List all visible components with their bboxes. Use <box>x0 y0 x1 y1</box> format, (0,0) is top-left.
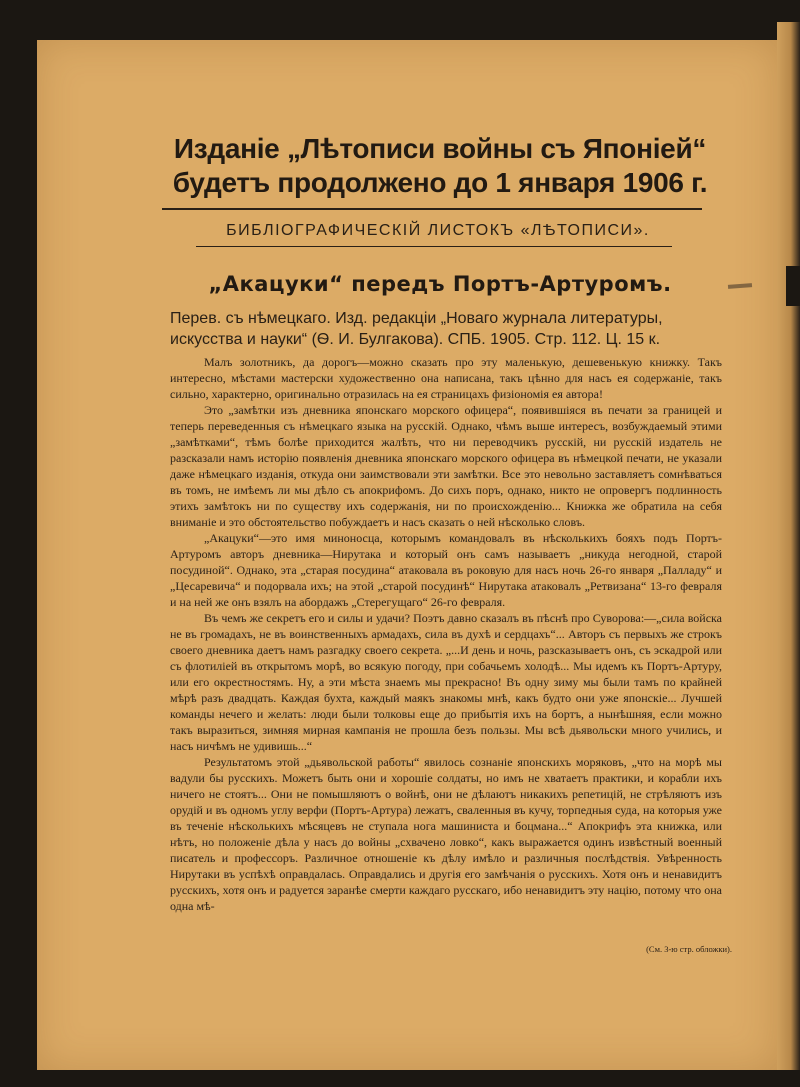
book-meta-line-2: искусства и науки“ (Ѳ. И. Булгакова). СПБ. 1905. Стр. 112. Ц. 15 к. <box>170 331 661 348</box>
page-headline <box>160 132 720 200</box>
section-title: БИБЛІОГРАФИЧЕСКІЙ ЛИСТОКЪ «ЛѢТОПИСИ». <box>226 222 650 239</box>
headline-line-2: будетъ продолжено до 1 января 1906 г. <box>172 167 708 198</box>
paragraph: Это „замѣтки изъ дневника японскаго морского офицера“, появившіяся въ печати за границей и теперь переведенныя съ нѣмецкаго языка на русскій. Однако, чѣмъ выше интересъ, возбуждаемый этими „замѣтками“, тѣмъ болѣе приходится жалѣть, что ни переводчикъ русскій, ни русскій издатель не разсказали намъ исторію появленія дневника японскаго морского офицера въ нѣмецкой печати, не указали даже нѣмецкаго изданія, откуда они заимствовали эти замѣтки. Все это невольно заставляетъ сомнѣваться въ томъ, не имѣемъ ли мы дѣло съ апокрифомъ. До сихъ поръ, однако, никто не опровергъ подлинность этихъ замѣтокъ ни по существу ихъ содержанія, ни по происхожденію... Книжка же обратила на себя вниманіе и это обстоятельство побуждаетъ и насъ сказать о ней нѣсколько словъ. <box>170 403 722 529</box>
headline-line-1: Изданіе „Лѣтописи войны съ Японіей“ <box>173 133 707 164</box>
headline-rule <box>162 208 702 210</box>
paragraph: „Акацуки“—это имя миноносца, которымъ командовалъ въ нѣсколькихъ бояхъ подъ Портъ-Артуромъ авторъ дневника—Нирутака и который онъ самъ называетъ „никуда негодной, старой посудиной“. Однако, эта „старая посудина“ атаковала въ роковую для насъ ночь 26-го января „Палладу“ и „Цесаревича“ и подорвала ихъ; на этой „старой посудинѣ“ Нирутака атаковалъ „Ретвизана“ 13-го февраля и на ней же онъ взялъ на абордажъ „Стерегущаго“ 26-го февраля. <box>170 531 722 609</box>
page-edge <box>777 22 800 1087</box>
scan-border-bottom <box>0 1070 800 1087</box>
scan-border-top <box>0 0 800 40</box>
section-rule <box>196 246 672 247</box>
book-meta-line-1: Перев. съ нѣмецкаго. Изд. редакціи „Новаго журнала литературы, <box>170 310 663 327</box>
book-meta <box>170 308 730 350</box>
book-title: „Акацуки“ передъ Портъ-Артуромъ. <box>208 272 672 296</box>
continuation-note: (См. 3-ю стр. обложки). <box>646 944 732 954</box>
paragraph: Въ чемъ же секретъ его и силы и удачи? Поэтъ давно сказалъ въ пѣснѣ про Суворова:—„сила войска не въ громадахъ, не въ воинственныхъ армадахъ, сила въ духѣ и сердцахъ“... Авторъ съ первыхъ же строкъ своего дневника даетъ намъ разгадку своего секрета. „...И день и ночь, разсказываетъ онъ, съ эскадрой или съ флотиліей въ открытомъ морѣ, во всякую погоду, при собачьемъ холодѣ... Мы идемъ къ Портъ-Артуру, или его окрестностямъ. Ну, а эти мѣста знаемъ мы прекрасно! Въ одну зиму мы были тамъ по крайней мѣрѣ разъ двадцать. Каждая бухта, каждый маякъ знакомы мнѣ, какъ будто они уже японскіе... Лучшей команды нечего и желать: люди были толковы еще до прибытія ихъ на бортъ, а нынѣшняя, если можно такъ выразиться, зимняя мирная кампанія не прошла безъ пользы. Мы всѣ дьявольски много учились, и насъ ничѣмъ не удивишь...“ <box>170 611 722 753</box>
review-body <box>170 354 722 914</box>
scan-border-notch <box>786 266 800 306</box>
paragraph: Малъ золотникъ, да дорогъ—можно сказать про эту маленькую, дешевенькую книжку. Такъ интересно, мѣстами мастерски художественно она написана, такъ цѣнно для насъ ея содержаніе, такъ сильно, характерно, оригинально отразилась на ея страницахъ физіономія ея автора! <box>170 355 722 401</box>
paragraph: Результатомъ этой „дьявольской работы“ явилось сознаніе японскихъ моряковъ, „что на морѣ мы вадули бы русскихъ. Можетъ быть они и хорошіе солдаты, но имъ не хватаетъ практики, и корабли ихъ ничего не стоятъ... Они не помышляютъ о войнѣ, они не дѣлаютъ никакихъ репетицій, не стрѣляютъ изъ орудій и въ одномъ углу верфи (Портъ-Артура) лежатъ, сваленныя въ кучу, торпедныя суда, на которыя уже въ теченіе нѣсколькихъ мѣсяцевъ не ступала нога машиниста и боцмана...“ Апокрифъ эта книжка, или нѣтъ, но положеніе дѣла у насъ до войны „схвачено ловко“, какъ выражается одинъ извѣстный военный писатель и профессоръ. Различное отношеніе къ дѣлу имѣло и различныя послѣдствія. Увѣренность Нирутаки въ успѣхѣ оправдалась. Оправдались и другія его замѣчанія о русскихъ. Хотя онъ и ненавидитъ русскихъ, хотя онъ и радуется заранѣе смерти каждаго русскаго, ибо ненавидитъ эту націю, потому что она одна мѣ- <box>170 755 722 913</box>
